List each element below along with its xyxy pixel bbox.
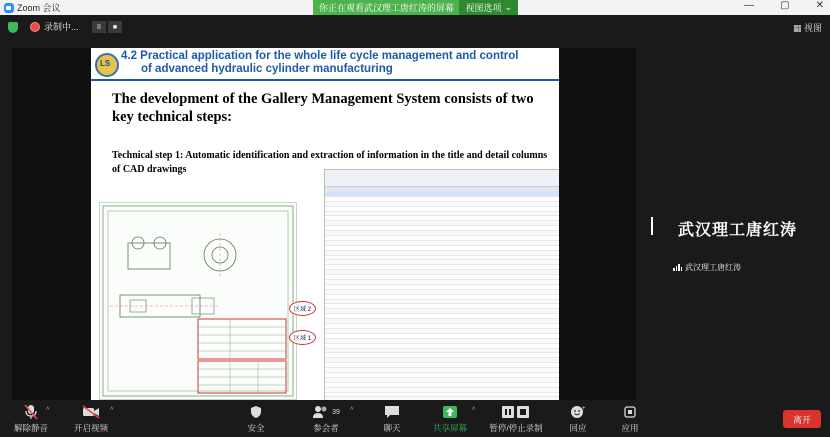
share-screen-button[interactable] (430, 404, 470, 434)
svg-text:+: + (582, 406, 586, 412)
view-button-label: 视图 (803, 23, 822, 33)
presentation-slide (91, 48, 559, 400)
audio-level-icon (673, 264, 682, 271)
share-screen-label: 共享屏幕 (432, 423, 467, 433)
region-1-callout: 区域 1 (289, 330, 316, 345)
video-off-icon (82, 405, 100, 419)
participants-count: 39 (332, 408, 340, 416)
window-controls (744, 0, 824, 11)
chat-label: 聊天 (383, 423, 401, 433)
table-row (325, 397, 559, 400)
cad-drawing-graphic (100, 203, 296, 399)
data-spreadsheet (324, 169, 559, 400)
share-options-caret-icon[interactable]: ^ (472, 407, 476, 414)
maximize-button[interactable]: ▢ (780, 0, 790, 11)
chat-icon (384, 405, 400, 419)
slide-step-text: Technical step 1: Automatic identification and extraction of information in the title and detail columns of CAD drawings (112, 150, 548, 175)
recording-controls (92, 21, 122, 33)
view-options-button[interactable] (459, 0, 518, 15)
record-icon (30, 22, 40, 32)
apps-label: 应用 (621, 423, 639, 433)
speaker-tile[interactable] (648, 48, 830, 400)
slide-header (91, 48, 559, 88)
recording-indicator (30, 20, 79, 33)
speaker-name: 武汉理工唐红涛 (678, 222, 798, 239)
slide-title-line2: of advanced hydraulic cylinder manufacturing (141, 63, 393, 75)
slide-title (121, 50, 557, 76)
share-banner (313, 0, 518, 15)
start-video-label: 开启视频 (73, 423, 108, 433)
chevron-down-icon: ⌄ (504, 2, 512, 12)
participants-label: 参会者 (313, 423, 339, 433)
reactions-label: 回应 (569, 423, 587, 433)
participants-icon (312, 405, 330, 419)
speaker-label (673, 262, 741, 273)
share-screen-icon (442, 405, 458, 419)
view-button[interactable] (793, 21, 822, 34)
audio-options-caret-icon[interactable]: ^ (46, 407, 50, 414)
unmute-label: 解除静音 (13, 423, 48, 433)
start-video-button[interactable] (68, 404, 114, 434)
title-divider (91, 79, 559, 81)
window-titlebar (0, 0, 830, 15)
pause-stop-recording-label: 暂停/停止录制 (489, 423, 543, 433)
meeting-toolbar (0, 402, 830, 437)
region-2-callout: 区域 2 (289, 301, 316, 316)
pause-recording-button[interactable]: II (92, 21, 106, 33)
slide-title-line1: 4.2 Practical application for the whole life cycle management and control (121, 50, 519, 62)
pause-stop-icon (501, 405, 531, 419)
minimize-button[interactable]: — (744, 0, 755, 11)
security-label: 安全 (247, 423, 265, 433)
reactions-button[interactable] (560, 404, 596, 434)
app-title (4, 1, 61, 14)
video-options-caret-icon[interactable]: ^ (110, 407, 114, 414)
meeting-top-strip (0, 15, 830, 41)
pause-stop-recording-button[interactable] (488, 404, 544, 434)
cad-drawing (99, 202, 297, 400)
shield-icon (250, 405, 262, 419)
security-shield-icon[interactable] (8, 22, 18, 33)
chat-button[interactable] (374, 404, 410, 434)
view-options-label: 视图选项 (465, 3, 502, 13)
emoji-plus-icon (570, 405, 586, 419)
shared-screen (12, 48, 636, 400)
participants-button[interactable] (308, 404, 344, 434)
spreadsheet-rows (325, 192, 559, 400)
security-button[interactable] (238, 404, 274, 434)
university-logo (95, 53, 119, 77)
share-banner-text: 你正在观看武汉理工唐红涛的屏幕 (319, 3, 455, 13)
leave-button[interactable]: 离开 (783, 410, 821, 428)
apps-button[interactable] (612, 404, 648, 434)
recording-label: 录制中... (44, 22, 79, 32)
grid-icon: ▦ (792, 23, 802, 33)
spreadsheet-toolbar (325, 170, 559, 187)
participants-caret-icon[interactable]: ^ (350, 407, 354, 414)
zoom-logo-icon (4, 3, 14, 13)
microphone-muted-icon (24, 404, 38, 420)
stop-recording-button[interactable]: ■ (108, 21, 122, 33)
slide-headline: The development of the Gallery Management System consists of two key technical steps: (112, 91, 534, 125)
close-button[interactable]: ✕ (815, 0, 824, 11)
apps-icon (623, 405, 637, 419)
speaker-label-text: 武汉理工唐红涛 (685, 263, 741, 272)
window-title: Zoom 会议 (17, 3, 61, 13)
panel-resize-handle[interactable] (651, 217, 653, 235)
